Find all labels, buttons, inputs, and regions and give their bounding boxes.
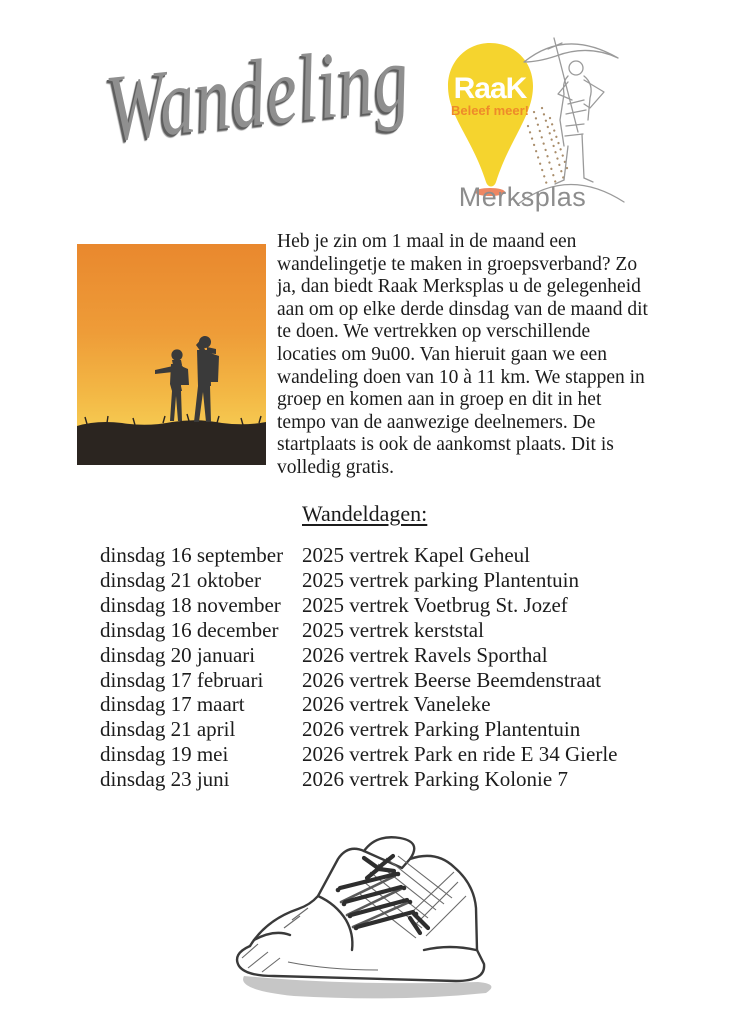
schedule-row [100, 618, 700, 643]
page-title: Wandeling [101, 24, 414, 162]
intro-line: wandeling doen van 10 à 11 km. We stappen in [277, 366, 645, 388]
schedule-detail: 2025 vertrek kerststal [302, 617, 484, 642]
schedule-row [100, 668, 700, 693]
schedule-day: dinsdag 18 november [100, 592, 281, 617]
hiker-right-silhouette [194, 336, 219, 422]
schedule-detail: 2026 vertrek Beerse Beemdenstraat [302, 667, 602, 692]
intro-paragraph [277, 231, 697, 480]
schedule-day: dinsdag 19 mei [100, 742, 229, 767]
schedule-row [100, 692, 700, 717]
schedule-day: dinsdag 21 oktober [100, 567, 261, 592]
intro-line: volledig gratis. [277, 456, 394, 478]
schedule-day: dinsdag 17 februari [100, 667, 264, 692]
schedule-day: dinsdag 20 januari [100, 642, 256, 667]
schedule-detail: 2026 vertrek Park en ride E 34 Gierle [302, 742, 618, 767]
schedule-row [100, 717, 700, 742]
intro-line: wandelingetje te maken in groepsverband? Zo [277, 253, 638, 275]
hiker-left-silhouette [155, 349, 189, 421]
intro-line: te doen. We vertrekken op verschillende [277, 321, 591, 343]
intro-line: ja, dan biedt Raak Merksplas u de gelegenheid [277, 276, 641, 298]
raak-tagline-text: Beleef meer! [450, 103, 530, 118]
schedule-detail: 2025 vertrek Voetbrug St. Jozef [302, 592, 568, 617]
hiking-boot-sketch [228, 812, 513, 1012]
schedule-detail: 2025 vertrek parking Plantentuin [302, 567, 580, 592]
halftone-dots-icon [528, 108, 569, 188]
schedule-detail: 2026 vertrek Vaneleke [302, 692, 491, 717]
schedule-day: dinsdag 21 april [100, 717, 236, 742]
spademan-statue-icon [518, 38, 624, 204]
intro-line: aan om op elke derde dinsdag van de maand dit [277, 298, 648, 320]
schedule-row [100, 742, 700, 767]
schedule-detail: 2025 vertrek Kapel Geheul [302, 543, 530, 567]
intro-line: tempo van de aanwezige deelnemers. De [277, 411, 596, 433]
hikers-sunset-photo [77, 244, 266, 465]
schedule-row [100, 767, 700, 792]
schedule-day: dinsdag 16 december [100, 617, 279, 642]
intro-line: groep en komen aan in groep en dit in het [277, 389, 602, 411]
intro-line: startplaats is ook de aankomst plaats. Dit is [277, 434, 614, 456]
intro-line: locaties om 9u00. Van hieruit gaan we een [277, 343, 607, 365]
schedule-list [100, 543, 700, 792]
schedule-row [100, 568, 700, 593]
schedule-row [100, 593, 700, 618]
schedule-detail: 2026 vertrek Parking Kolonie 7 [302, 767, 568, 792]
schedule-row [100, 643, 700, 668]
schedule-day: dinsdag 16 september [100, 543, 284, 567]
schedule-row [100, 543, 700, 568]
intro-line: Heb je zin om 1 maal in de maand een [277, 231, 577, 252]
schedule-day: dinsdag 17 maart [100, 692, 245, 717]
ground-silhouette [77, 420, 266, 465]
logo-place-label: Merksplas [458, 182, 587, 212]
raak-brand-text: RaaK [453, 72, 527, 105]
hikers-silhouette-graphic [77, 244, 266, 465]
schedule-day: dinsdag 23 juni [100, 767, 230, 792]
schedule-detail: 2026 vertrek Parking Plantentuin [302, 717, 581, 742]
schedule-detail: 2026 vertrek Ravels Sporthal [302, 642, 548, 667]
schedule-heading: Wandeldagen: [302, 501, 428, 526]
